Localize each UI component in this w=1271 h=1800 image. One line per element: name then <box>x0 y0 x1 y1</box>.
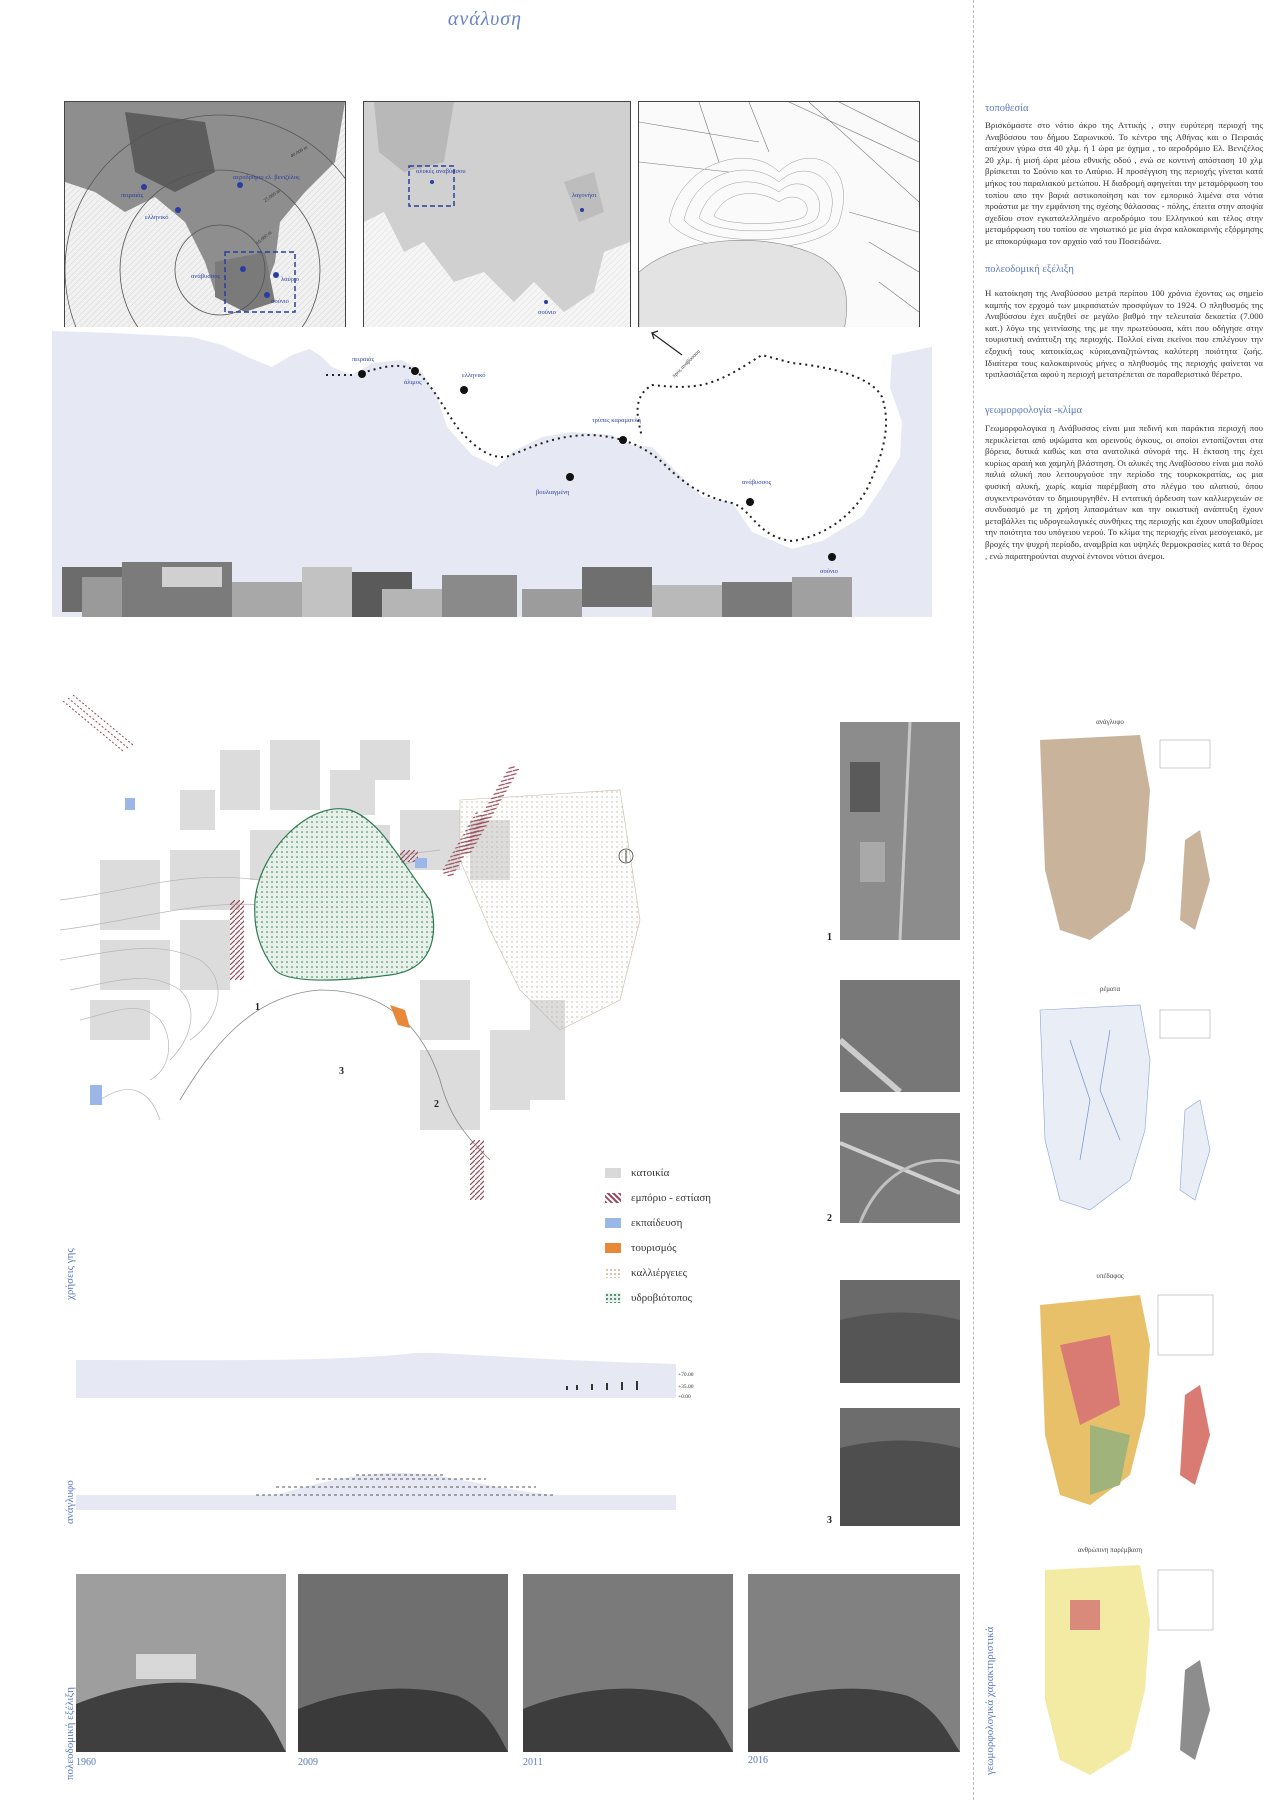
swatch-tourism <box>605 1243 621 1253</box>
map-saronikos <box>363 101 631 349</box>
legend-item-cultivation <box>605 1260 805 1285</box>
aerial-2011 <box>523 1574 733 1752</box>
place-sounio-2: σούνιο <box>538 309 556 316</box>
swatch-housing <box>605 1168 621 1178</box>
section-profile-2 <box>76 1465 676 1510</box>
coastal-route <box>52 327 932 617</box>
swatch-education <box>605 1218 621 1228</box>
place-lavrio: λαύριο <box>281 276 300 283</box>
year-1960: 1960 <box>76 1757 96 1768</box>
plan-number-1: 1 <box>255 1002 260 1013</box>
place-anavyssos: ανάβυσσος <box>191 273 221 280</box>
ring-label-10: 10.000 m <box>255 230 274 247</box>
aerial-detail-3b <box>840 1408 960 1526</box>
year-2011: 2011 <box>523 1757 543 1768</box>
swatch-wetland <box>605 1293 621 1303</box>
level-0: +0.00 <box>678 1394 691 1400</box>
plan-number-3: 3 <box>339 1066 344 1077</box>
year-2009: 2009 <box>298 1757 318 1768</box>
label-geo-features: γεωμορφολογικά χαρακτηριστικά <box>984 1626 996 1775</box>
aerial-detail-1 <box>840 722 960 940</box>
map-alykes <box>638 101 920 349</box>
ring-label-40: 40.000 m <box>290 145 309 160</box>
aerial-detail-2a <box>840 980 960 1092</box>
swatch-commerce <box>605 1193 621 1203</box>
swatch-cultivation <box>605 1268 621 1278</box>
route-elliniko: ελληνικό <box>462 372 486 379</box>
place-lagonisi: λαγονήσι <box>572 192 597 199</box>
text-geo: Γεωμορφολογικα η Ανάβυσσος είναι μια πεδινή και παράκτια περιοχή που περικλείεται από υψώματα και ορεινούς όγκους, οι οποίοι εντοπίζονται στα βόρεια, δυτικά καθώς και στα ανατολικά σύνορά της. Η έκταση της έχει κυρίως αραιή και χαμηλή βλάστηση. Οι αλυκές της Αναβύσσου είναι μια πολύ παλιά αλυκή που λειτουργούσε την περίοδο της τουρκοκρατίας, ως μια φυσική αλυκή, χωρίς καμία παρέμβαση στο πλέγμο του αλατιού, όπου συγκεντρωνόταν το δημιουργηθέν. Η εντατική άρδευση των καλλιεργειών σε συνδυασμό με τη χρήση λιπασμάτων και την οικιστική ανάπτυξη έχουν μεταβάλλει τις υδρογεωλογικές συνθήκες της περιοχής και έχουν υποβαθμίσει την ποιότητα του υπόγειου νερού. Το κλίμα της περιοχής είναι μεσογειακό, με βροχές την ψυχρή περίοδο, αναμβρία και υψηλές θερμοκρασίες κατά το θέρος , ενώ παρατηρούνται συχνοί έντονοι νότιοι άνεμοι. <box>985 423 1263 561</box>
aerial-2016 <box>748 1574 960 1752</box>
heading-urban: πολεοδομική εξέλιξη <box>985 264 1074 275</box>
aerial-number-3: 3 <box>827 1515 832 1526</box>
aerial-number-2: 2 <box>827 1213 832 1224</box>
legend-item-tourism <box>605 1235 805 1260</box>
route-arrow-label: προς αναβύσσου <box>671 348 702 380</box>
legend-label: κατοικία <box>631 1166 670 1179</box>
text-urban: Η κατοίκηση της Αναβύσσου μετρά περίπου 100 χρόνια έχοντας ως σημείο καμπής τον ερχομό των μικρασιατών προσφύγων το 1924. Ο πληθυσμός της Αναβύσσου έχει αυξηθεί σε μεγάλο βαθμό την τελευταία δεκαετία (7.000 κατ.) λόγω της γειτνίασης της με την πρωτεύουσα, κάτι που οδήγησε στην τουριστική ανάπτυξη της περιοχής. Πολλοί είναι εκείνοι που επιλέγουν την εξοχική τους κατοικία,ως κύρια,αναζητώντας καλύτερη ποιότητα ζωής. Ιδιαίτερα τους καλοκαιρινούς μήνες ο πληθυσμός της περιοχής φαίνεται να τριπλασιάζεται αφού η περιοχή μετατρέπεται σε παραθεριστικό θέρετρο. <box>985 288 1263 380</box>
landuse-plan <box>60 700 700 1300</box>
legend-item-commerce <box>605 1185 805 1210</box>
aerial-1960 <box>76 1574 286 1752</box>
aerial-detail-2b <box>840 1113 960 1223</box>
legend <box>605 1160 805 1310</box>
label-urban-evolution: πολεοδομική εξέλιξη <box>64 1686 76 1780</box>
geo-map-human <box>1030 1560 1220 1780</box>
geo-map-title-relief: ανάγλυφο <box>1096 718 1124 726</box>
route-anavyssos: ανάβυσσος <box>742 479 772 486</box>
legend-item-wetland <box>605 1285 805 1310</box>
legend-label: εμπόριο - εστίαση <box>631 1191 712 1204</box>
legend-item-housing <box>605 1160 805 1185</box>
geo-map-subsoil <box>1030 1285 1220 1510</box>
heading-location: τοποθεσία <box>985 103 1029 114</box>
geo-map-relief <box>1030 730 1220 945</box>
geo-map-streams <box>1030 1000 1220 1215</box>
geo-map-title-streams: ρέματα <box>1099 985 1121 993</box>
route-piraeus: πειραιάς <box>352 356 375 363</box>
legend-label: εκπαίδευση <box>631 1216 683 1229</box>
legend-label: τουρισμός <box>631 1241 677 1254</box>
year-2016: 2016 <box>748 1755 768 1766</box>
map-attica <box>64 101 346 349</box>
place-sounio: σούνιο <box>271 298 289 305</box>
geo-map-title-subsoil: υπέδαφος <box>1096 1272 1124 1280</box>
level-35: +35.00 <box>678 1384 694 1390</box>
route-trypes: τρύπες καραμανλή <box>592 417 641 424</box>
legend-item-education <box>605 1210 805 1235</box>
aerial-number-1: 1 <box>827 932 832 943</box>
legend-label: υδροβιότοπος <box>631 1291 693 1304</box>
section-profile-1 <box>76 1348 676 1398</box>
place-alykes: αλυκές αναβύσσου <box>416 168 466 175</box>
level-70: +70.00 <box>678 1372 694 1378</box>
page-title: ανάλυση <box>447 8 523 30</box>
heading-geo: γεωμορφολογία -κλίμα <box>985 405 1082 416</box>
label-relief: ανάγλυφο <box>64 1480 76 1524</box>
plan-number-2: 2 <box>434 1099 439 1110</box>
divider <box>973 0 974 1800</box>
hatch-band <box>63 701 133 731</box>
aerial-detail-3a <box>840 1280 960 1383</box>
route-sounio: σούνιο <box>820 568 838 575</box>
place-piraeus: πειραιάς <box>121 192 144 199</box>
geo-map-title-human: ανθρώπινη παρέμβαση <box>1077 1546 1143 1554</box>
legend-label: καλλιέργειες <box>631 1266 688 1279</box>
text-location: Βρισκόμαστε στο νότιο άκρο της Αττικής , στην ευρύτερη περιοχή της Αναβύσσου του δήμου Σαρωνικού. Το κέντρο της Αθήνας και ο Πειραιάς απέχουν γύρω στα 40 χλμ. ή 1 ώρα με όχημα , το αεροδρόμιο Ελ. Βενιζέλος 20 χλμ. ή μισή ώρα μέσω εθνικής οδού , ενώ σε κοντινή απόσταση 10 χλμ βρίσκεται το Σούνιο και το Λαύριο. Η προσέγγιση της περιοχής γίνεται κατά μήκος του παραλιακού μετώπου. Η διαδρομή αφηγείται την μεταμόρφωση του τοπίου απο την βαριά αστικοποίηση και τον εμπορικό λιμένα στα νότια προάστια με την εμφάνιση της σχέσης θάλασσας - πόλης, έπειτα στην αποψία σχεδίου στον εγκαταλελλημένο αεροδρόμιο του Ελληνικού και τέλος στην μεταμόρφωση του τοπίου σε νησιωτικό με μία άνρα καλοκαιρινής εξόρμησης με αποκορύφωμα τον αρχαίο ναό του Ποσειδώνα. <box>985 120 1263 247</box>
ring-label-25: 25.000 m <box>263 189 282 204</box>
aerial-2009 <box>298 1574 508 1752</box>
label-landuse: χρήσεις γης <box>64 1248 76 1300</box>
place-airport: αεροδρόμιο ελ. βενιζέλος <box>233 174 300 181</box>
route-alimos: άλιμος <box>404 379 422 386</box>
place-elliniko: ελληνικό <box>145 214 169 221</box>
route-vouliagmeni: βουλιαγμένη <box>536 489 570 496</box>
